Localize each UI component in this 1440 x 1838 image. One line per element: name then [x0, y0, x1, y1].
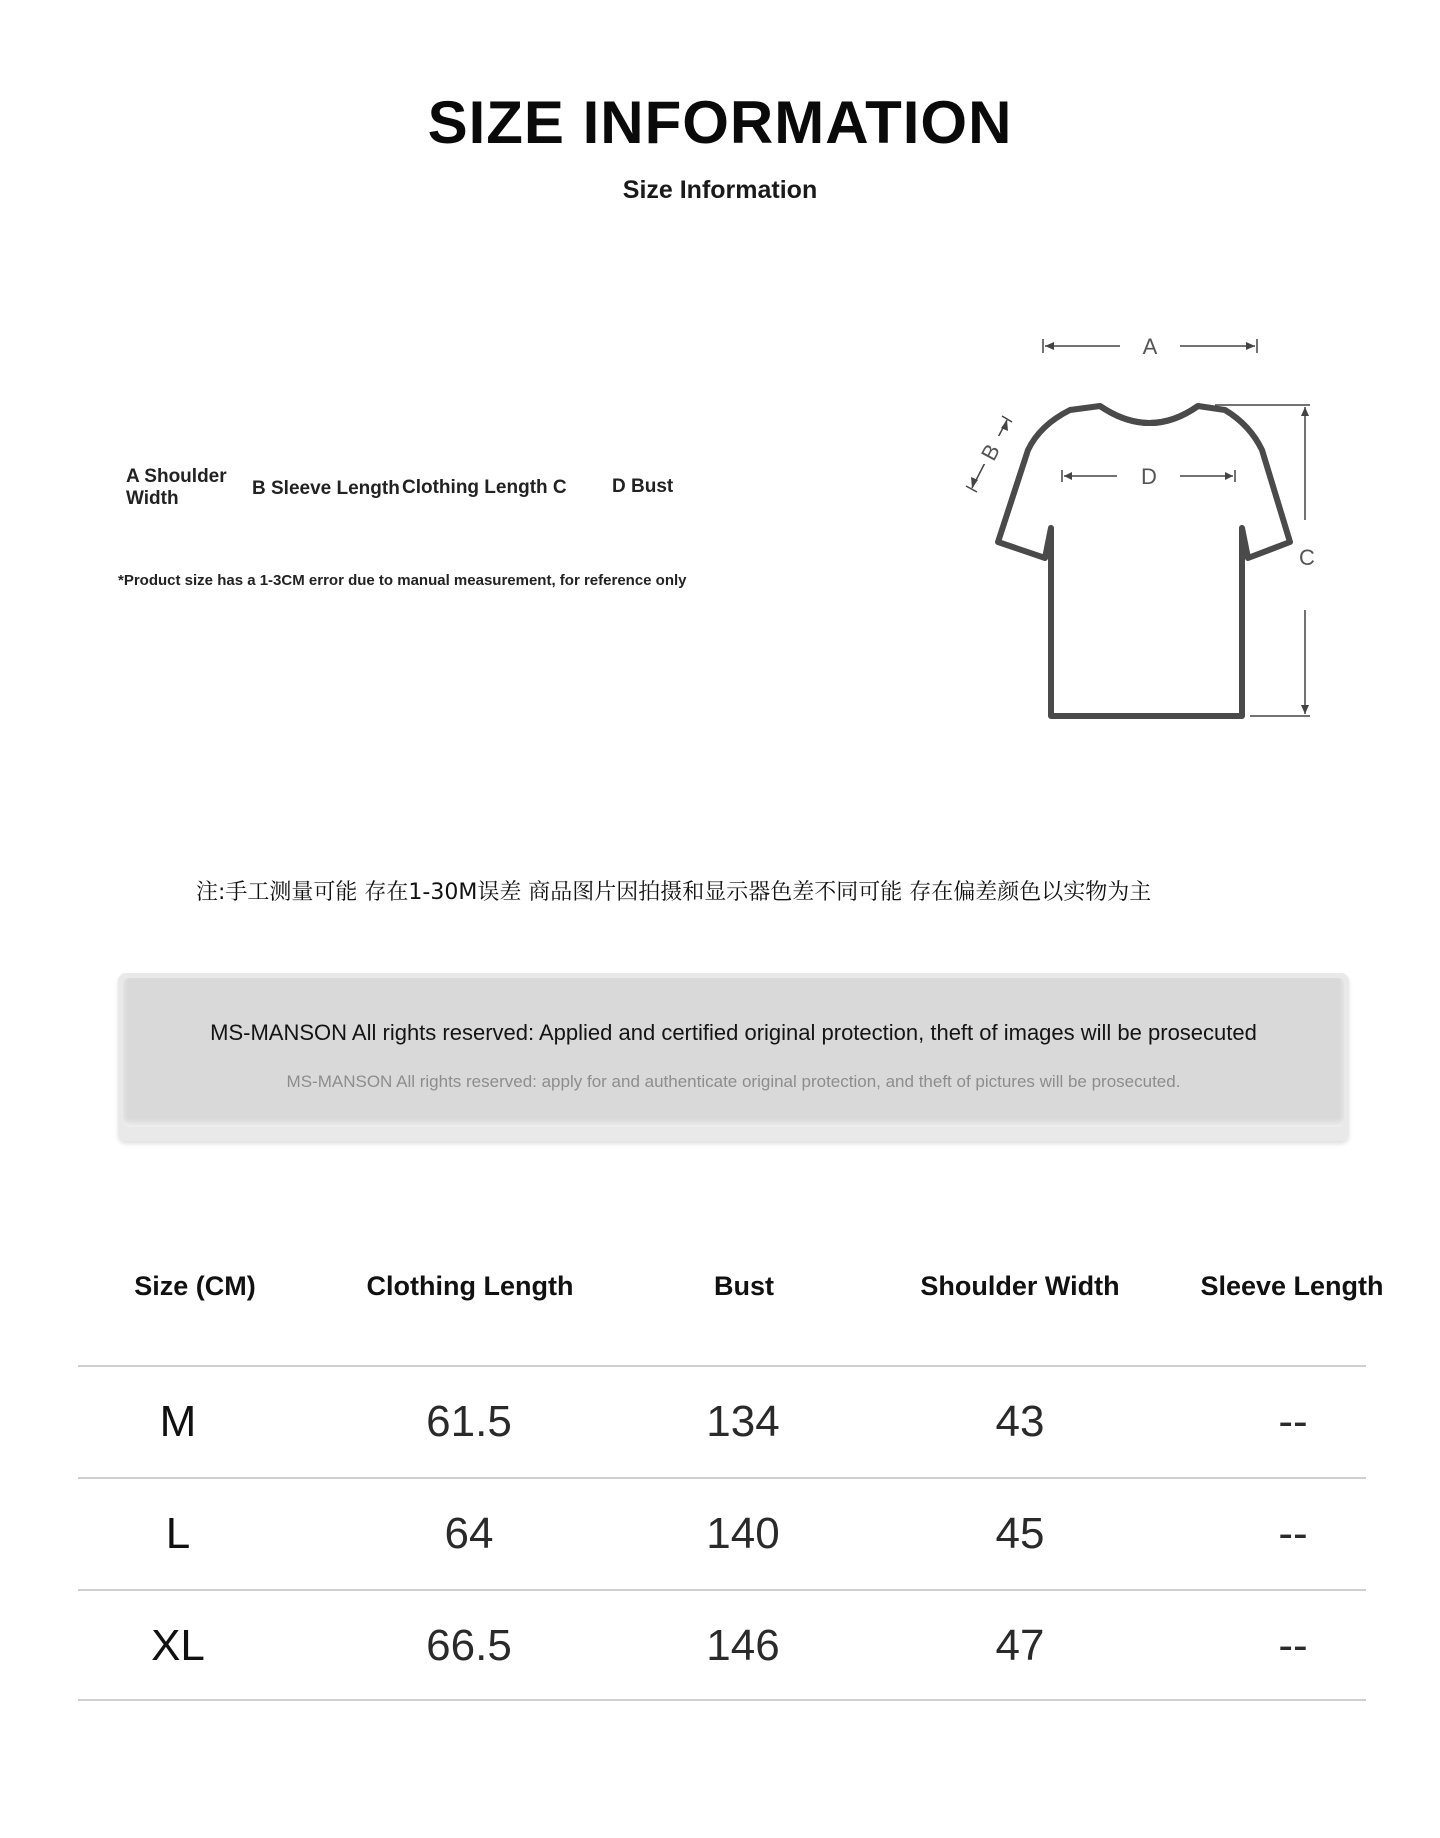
cell-clothing-length: 66.5: [426, 1621, 512, 1670]
label-a: A: [1142, 334, 1158, 359]
legend-b-sleeve-length: B Sleeve Length: [252, 478, 400, 499]
header-sleeve-length: Sleeve Length: [1200, 1271, 1384, 1301]
copyright-banner: [118, 973, 1349, 1141]
label-c: C: [1299, 545, 1315, 570]
measurement-error-note: *Product size has a 1-3CM error due to manual measurement, for reference only: [118, 572, 687, 589]
tshirt-outline: [998, 406, 1290, 716]
tshirt-diagram: [950, 320, 1350, 730]
cell-bust: 140: [706, 1509, 780, 1558]
legend-a-shoulder-width: A Shoulder Width: [126, 466, 227, 509]
page-title: SIZE INFORMATION: [427, 89, 1013, 156]
cell-sleeve-length: --: [1278, 1397, 1308, 1446]
legend-c-clothing-length: Clothing Length C: [402, 477, 567, 498]
label-b: B: [975, 439, 1005, 465]
dimension-d: [1062, 464, 1235, 489]
dimension-a: [1043, 334, 1257, 359]
cell-bust: 146: [706, 1621, 780, 1670]
cell-size: XL: [151, 1621, 205, 1670]
label-d: D: [1141, 464, 1157, 489]
dimension-b: [966, 416, 1012, 492]
size-table: [78, 1255, 1384, 1701]
cell-clothing-length: 61.5: [426, 1397, 512, 1446]
copyright-sub-text: MS-MANSON All rights reserved: apply for and authenticate original protection, and theft of pictures will be prosecuted.: [286, 1072, 1181, 1091]
cell-bust: 134: [706, 1397, 780, 1446]
table-header: [78, 1255, 1384, 1365]
cell-shoulder-width: 47: [995, 1621, 1045, 1670]
table-row: [78, 1477, 1366, 1589]
cell-size: L: [165, 1509, 191, 1558]
cell-sleeve-length: --: [1278, 1509, 1308, 1558]
page-subtitle: Size Information: [622, 176, 818, 204]
header-bust: Bust: [714, 1271, 774, 1301]
header-shoulder-width: Shoulder Width: [920, 1271, 1120, 1301]
header-clothing-length: Clothing Length: [366, 1271, 574, 1301]
cell-shoulder-width: 43: [995, 1397, 1045, 1446]
table-row: [78, 1589, 1366, 1701]
chinese-note: 注:手工测量可能 存在1-30M误差 商品图片因拍摄和显示器色差不同可能 存在偏差颜色以实物为主: [196, 880, 1152, 905]
legend-d-bust: D Bust: [612, 476, 674, 497]
cell-sleeve-length: --: [1278, 1621, 1308, 1670]
cell-clothing-length: 64: [444, 1509, 494, 1558]
copyright-banner-inner: [123, 978, 1344, 1127]
cell-shoulder-width: 45: [995, 1509, 1045, 1558]
copyright-main-text: MS-MANSON All rights reserved: Applied and certified original protection, theft of images will be prosecuted: [210, 1020, 1257, 1045]
cell-size: M: [159, 1397, 197, 1446]
header-size: Size (CM): [134, 1271, 256, 1301]
measurement-legend: [126, 466, 726, 526]
table-row: [78, 1365, 1366, 1477]
